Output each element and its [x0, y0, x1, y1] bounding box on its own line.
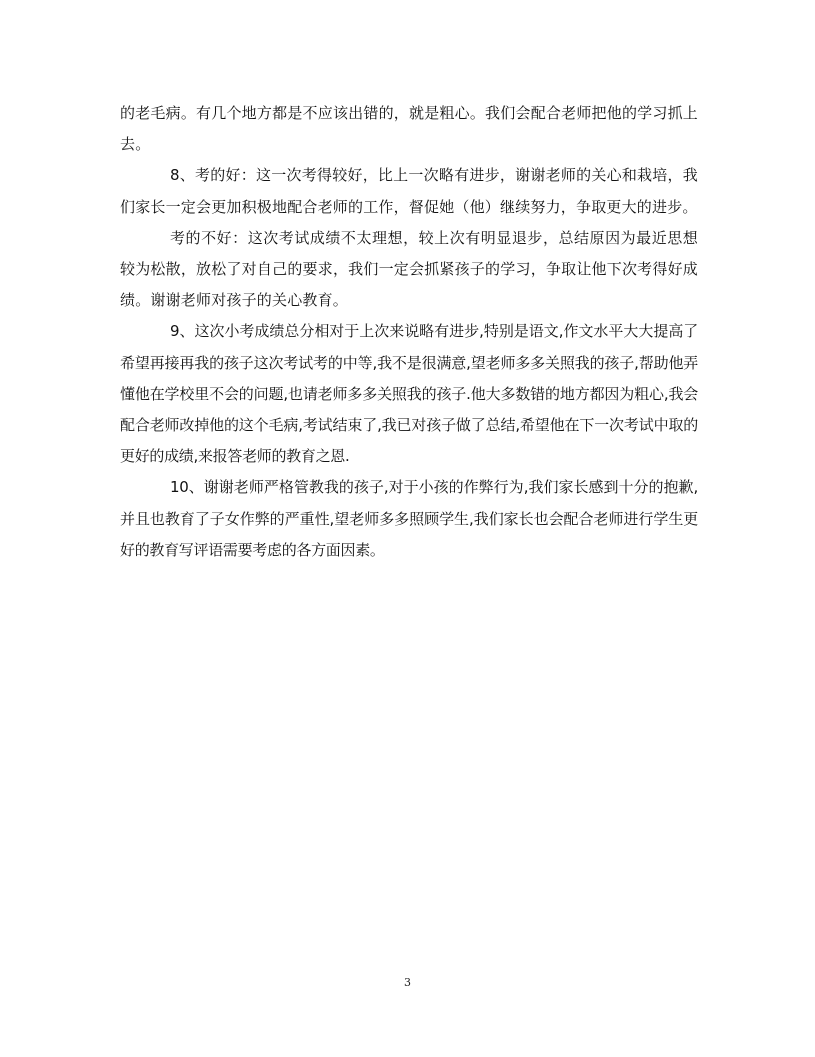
paragraph-item-8-poor-result: 考的不好：这次考试成绩不太理想，较上次有明显退步，总结原因为最近思想较为松散，放松了对自己的要求，我们一定会抓紧孩子的学习，争取让他下次考得好成绩。谢谢老师对孩子的关心教育。 [120, 228, 698, 310]
paragraph-continued: 的老毛病。有几个地方都是不应该出错的，就是粗心。我们会配合老师把他的学习抓上去。 [120, 104, 698, 154]
page-number: 3 [404, 976, 411, 989]
paragraph-item-10: 10、谢谢老师严格管教我的孩子,对于小孩的作弊行为,我们家长感到十分的抱歉,并且也教育了子女作弊的严重性,望老师多多照顾学生,我们家长也会配合老师进行学生更好的教育写评语需要考虑的各方面因素。 [120, 478, 698, 559]
document-body [120, 98, 698, 566]
paragraph-item-9: 9、这次小考成绩总分相对于上次来说略有进步,特别是语文,作文水平大大提高了希望再接再我的孩子这次考试考的中等,我不是很满意,望老师多多关照我的孩子,帮助他弄懂他在学校里不会的问题,也请老师多多关照我的孩子.他大多数错的地方都因为粗心,我会配合老师改掉他的这个毛病,考试结束了,我已对孩子做了总结,希望他在下一次考试中取的更好的成绩,来报答老师的教育之恩. [120, 322, 698, 466]
paragraph-item-8: 8、考的好：这一次考得较好，比上一次略有进步，谢谢老师的关心和栽培，我们家长一定会更加积极地配合老师的工作，督促她（他）继续努力，争取更大的进步。 [120, 166, 698, 216]
